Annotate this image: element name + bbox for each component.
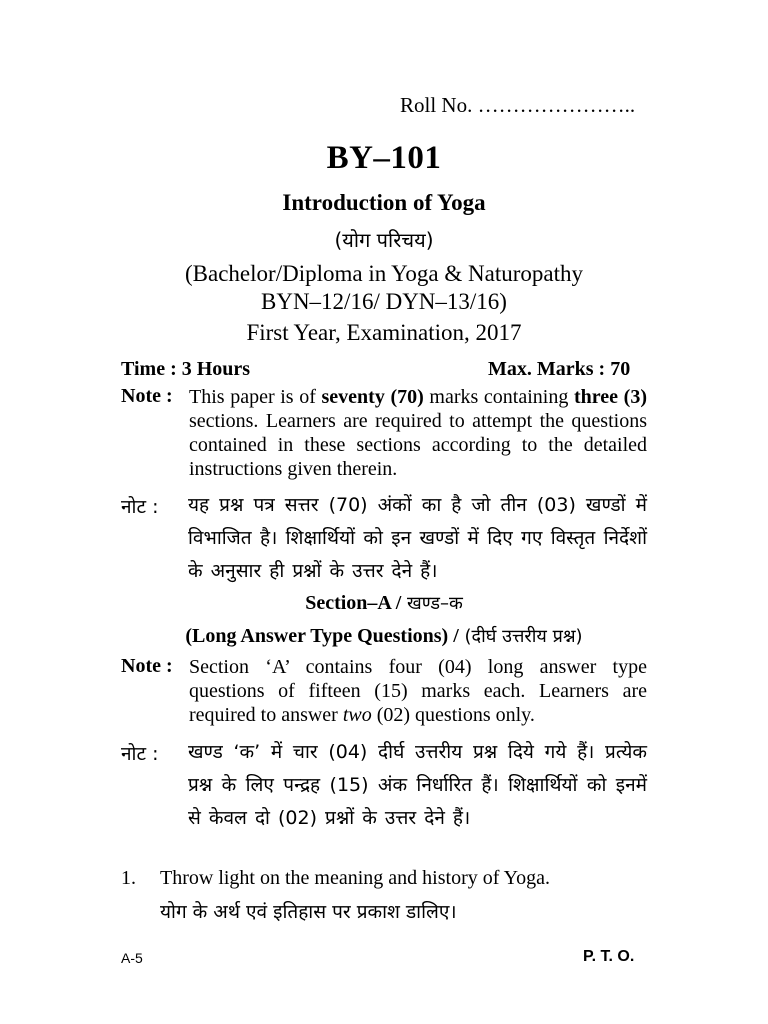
section-note-part: (02) questions only.	[371, 704, 535, 726]
question-number: 1.	[121, 867, 136, 889]
note-bold-part: seventy (70)	[321, 386, 424, 408]
question-text: Throw light on the meaning and history of Yoga.	[160, 867, 550, 889]
section-heading-hindi: खण्ड–क	[401, 593, 463, 614]
note-text-part: This paper is of	[189, 386, 322, 408]
section-subheading-hindi: (दीर्घ उत्तरीय प्रश्न)	[458, 626, 583, 647]
note-text-part: sections. Learners are required to attempt the questions contained in these sections according to the detailed instructions given therein.	[189, 410, 647, 480]
section-heading	[0, 591, 768, 615]
paper-title-hindi: (योग परिचय)	[334, 228, 434, 252]
paper-title: Introduction of Yoga	[282, 190, 486, 215]
section-heading-english: Section–A /	[305, 592, 402, 614]
note-text-part: marks containing	[423, 386, 574, 408]
general-note-text	[189, 385, 647, 481]
section-note-part: Section ‘A’ contains four (04) long answer type questions of fifteen (15) marks each. Learners are required to answer	[189, 656, 647, 726]
general-note-label: Note :	[121, 385, 173, 407]
section-note-label: Note :	[121, 655, 173, 677]
time-allowed: Time : 3 Hours	[121, 358, 251, 380]
page-code: A-5	[121, 950, 143, 966]
roll-number-line: Roll No. …………………..	[400, 93, 636, 117]
note-bold-part: three (3)	[573, 386, 647, 408]
question-text-hindi: योग के अर्थ एवं इतिहास पर प्रकाश डालिए।	[160, 901, 457, 923]
section-note-italic: two	[342, 704, 372, 726]
section-note-hindi-text: खण्ड ‘क’ में चार (04) दीर्घ उत्तरीय प्रश्न दिये गये हैं। प्रत्येक प्रश्न के लिए पन्द्रह (15) अंक निर्धारित हैं। शिक्षार्थियों को इनमें से केवल दो (02) प्रश्नों के उत्तर देने हैं।	[188, 741, 647, 829]
section-note-hindi-label: नोट :	[121, 743, 159, 765]
general-note-hindi-label: नोट :	[121, 496, 159, 518]
general-note-hindi-text: यह प्रश्न पत्र सत्तर (70) अंकों का है जो तीन (03) खण्डों में विभाजित है। शिक्षार्थियों को इन खण्डों में दिए गए विस्तृत निर्देशों के अनुसार ही प्रश्नों के उत्तर देने हैं।	[188, 494, 647, 582]
paper-code: BY–101	[326, 140, 442, 176]
programme-line-1: (Bachelor/Diploma in Yoga & Naturopathy	[185, 261, 583, 286]
please-turn-over: P. T. O.	[583, 948, 635, 965]
section-subheading	[0, 624, 768, 648]
max-marks: Max. Marks : 70	[488, 358, 631, 380]
section-note-text	[189, 655, 647, 727]
programme-line-2: BYN–12/16/ DYN–13/16)	[261, 289, 507, 314]
section-subheading-english: (Long Answer Type Questions) /	[185, 625, 459, 647]
exam-year: First Year, Examination, 2017	[246, 320, 522, 345]
